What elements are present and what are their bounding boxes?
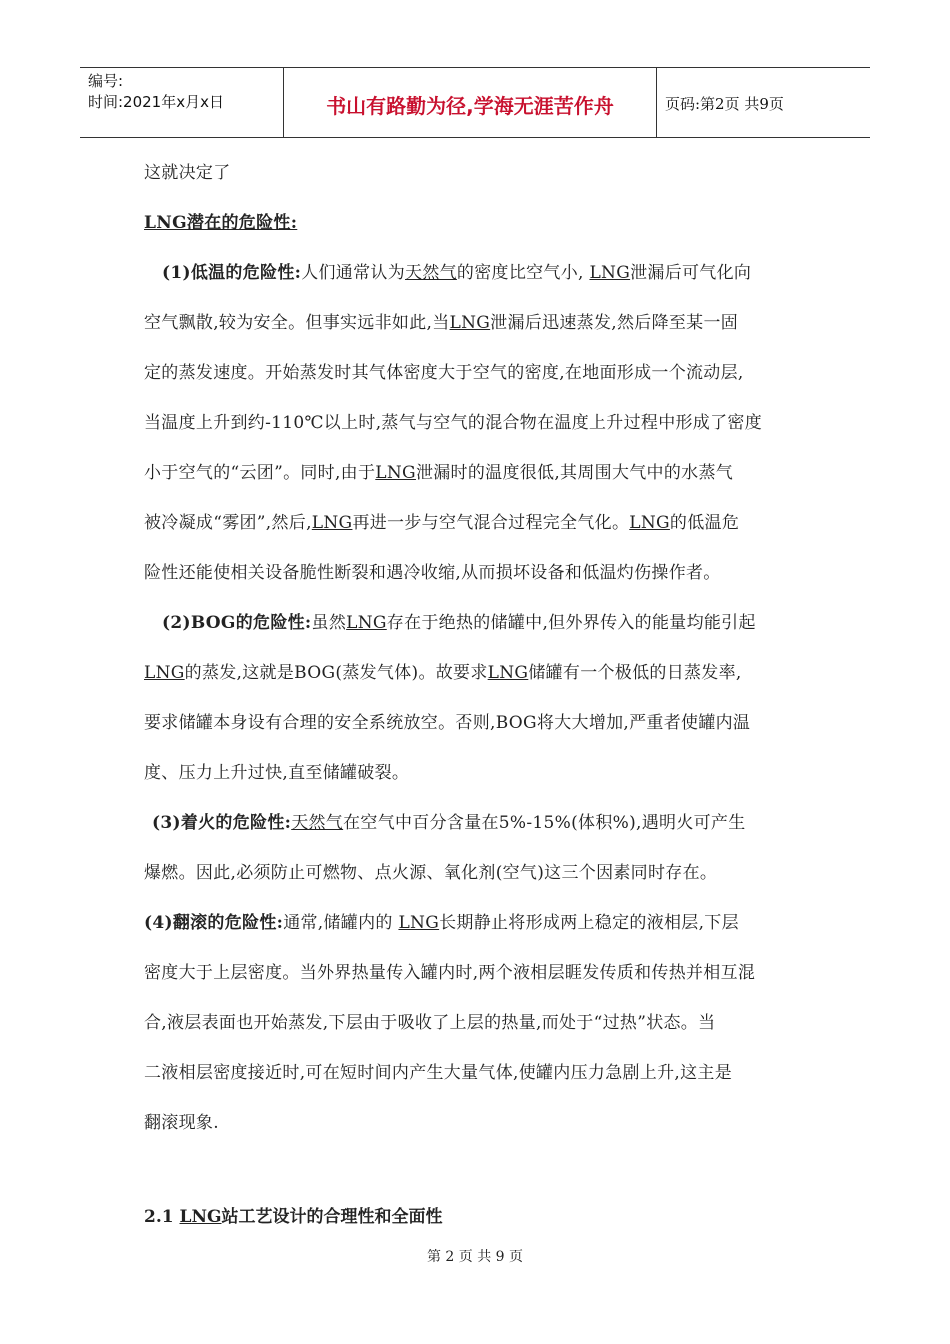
header-page-code: 页码:第2页 共9页 [665,95,784,113]
term-link: LNG [375,463,416,483]
term-link: LNG [449,313,491,333]
paragraph-bog-line: (2)BOG的危险性:虽然LNG存在于绝热的储罐中,但外界传入的能量均能引起 [162,613,756,633]
term-link: LNG [398,913,440,933]
paragraph-title: (2)BOG的危险性: [162,613,312,633]
paragraph-fire-line: (3)着火的危险性:天然气在空气中百分含量在5%-15%(体积%),遇明火可产生 [152,813,746,833]
heading-text: LNG潜在的危险性: [144,213,298,233]
document-body [144,148,814,1148]
paragraph-title: (1)低温的危险性: [162,263,302,283]
term-link: LNG [179,1207,222,1227]
term-link: LNG [346,613,387,633]
term-link: 天然气 [405,263,457,283]
paragraph-line: 度、压力上升过快,直至储罐破裂。 [144,763,410,783]
term-link: 天然气 [291,813,344,833]
term-link: LNG [589,263,631,283]
paragraph-line: 小于空气的“云团”。同时,由于LNG泄漏时的温度很低,其周围大气中的水蒸气 [144,463,734,483]
page-header [80,67,870,138]
paragraph-rollover-line: (4)翻滚的危险性:通常,储罐内的 LNG长期静止将形成两上稳定的液相层,下层 [144,913,739,933]
paragraph-line: 空气飘散,较为安全。但事实远非如此,当LNG泄漏后迅速蒸发,然后降至某一固 [144,313,739,333]
section-heading [144,198,814,248]
intro-line: 这就决定了 [144,163,231,183]
paragraph-line: LNG的蒸发,这就是BOG(蒸发气体)。故要求LNG储罐有一个极低的日蒸发率, [144,663,742,683]
document-number-label: 编号: [88,72,124,90]
paragraph-line: 定的蒸发速度。开始蒸发时其气体密度大于空气的密度,在地面形成一个流动层, [144,363,744,383]
page-footer: 第 2 页 共 9 页 [426,1249,524,1265]
paragraph-line: 险性还能使相关设备脆性断裂和遇冷收缩,从而损坏设备和低温灼伤操作者。 [144,563,721,583]
paragraph-line: 要求储罐本身设有合理的安全系统放空。否则,BOG将大大增加,严重者使罐内温 [144,713,751,733]
paragraph-line: 翻滚现象. [144,1113,219,1133]
header-motto: 书山有路勤为径,学海无涯苦作舟 [326,94,614,118]
term-link: LNG [144,663,185,683]
paragraph-line: 合,液层表面也开始蒸发,下层由于吸收了上层的热量,而处于“过热”状态。当 [144,1013,716,1033]
paragraph-line: 被冷凝成“雾团”,然后,LNG再进一步与空气混合过程完全气化。LNG的低温危 [144,513,740,533]
paragraph-title: (4)翻滚的危险性: [144,913,284,933]
term-link: LNG [487,663,529,683]
paragraph-line: 当温度上升到约-110℃以上时,蒸气与空气的混合物在温度上升过程中形成了密度 [144,413,763,433]
paragraph-line: 爆燃。因此,必须防止可燃物、点火源、氧化剂(空气)这三个因素同时存在。 [144,863,718,883]
term-link: LNG [629,513,670,533]
term-link: LNG [311,513,353,533]
document-time-label: 时间:2021年x月x日 [88,93,224,111]
header-page-cell [657,68,870,137]
header-info-cell [80,68,284,137]
paragraph-line: 密度大于上层密度。当外界热量传入罐内时,两个液相层睚发传质和传热并相互混 [144,963,756,983]
paragraph-line: 二液相层密度接近时,可在短时间内产生大量气体,使罐内压力急剧上升,这主是 [144,1063,733,1083]
header-motto-cell [284,68,657,137]
paragraph-low-temp-line: (1)低温的危险性:人们通常认为天然气的密度比空气小, LNG泄漏后可气化向 [162,263,752,283]
subsection-heading: 2.1 LNG站工艺设计的合理性和全面性 [144,1207,443,1227]
paragraph-title: (3)着火的危险性: [152,813,292,833]
